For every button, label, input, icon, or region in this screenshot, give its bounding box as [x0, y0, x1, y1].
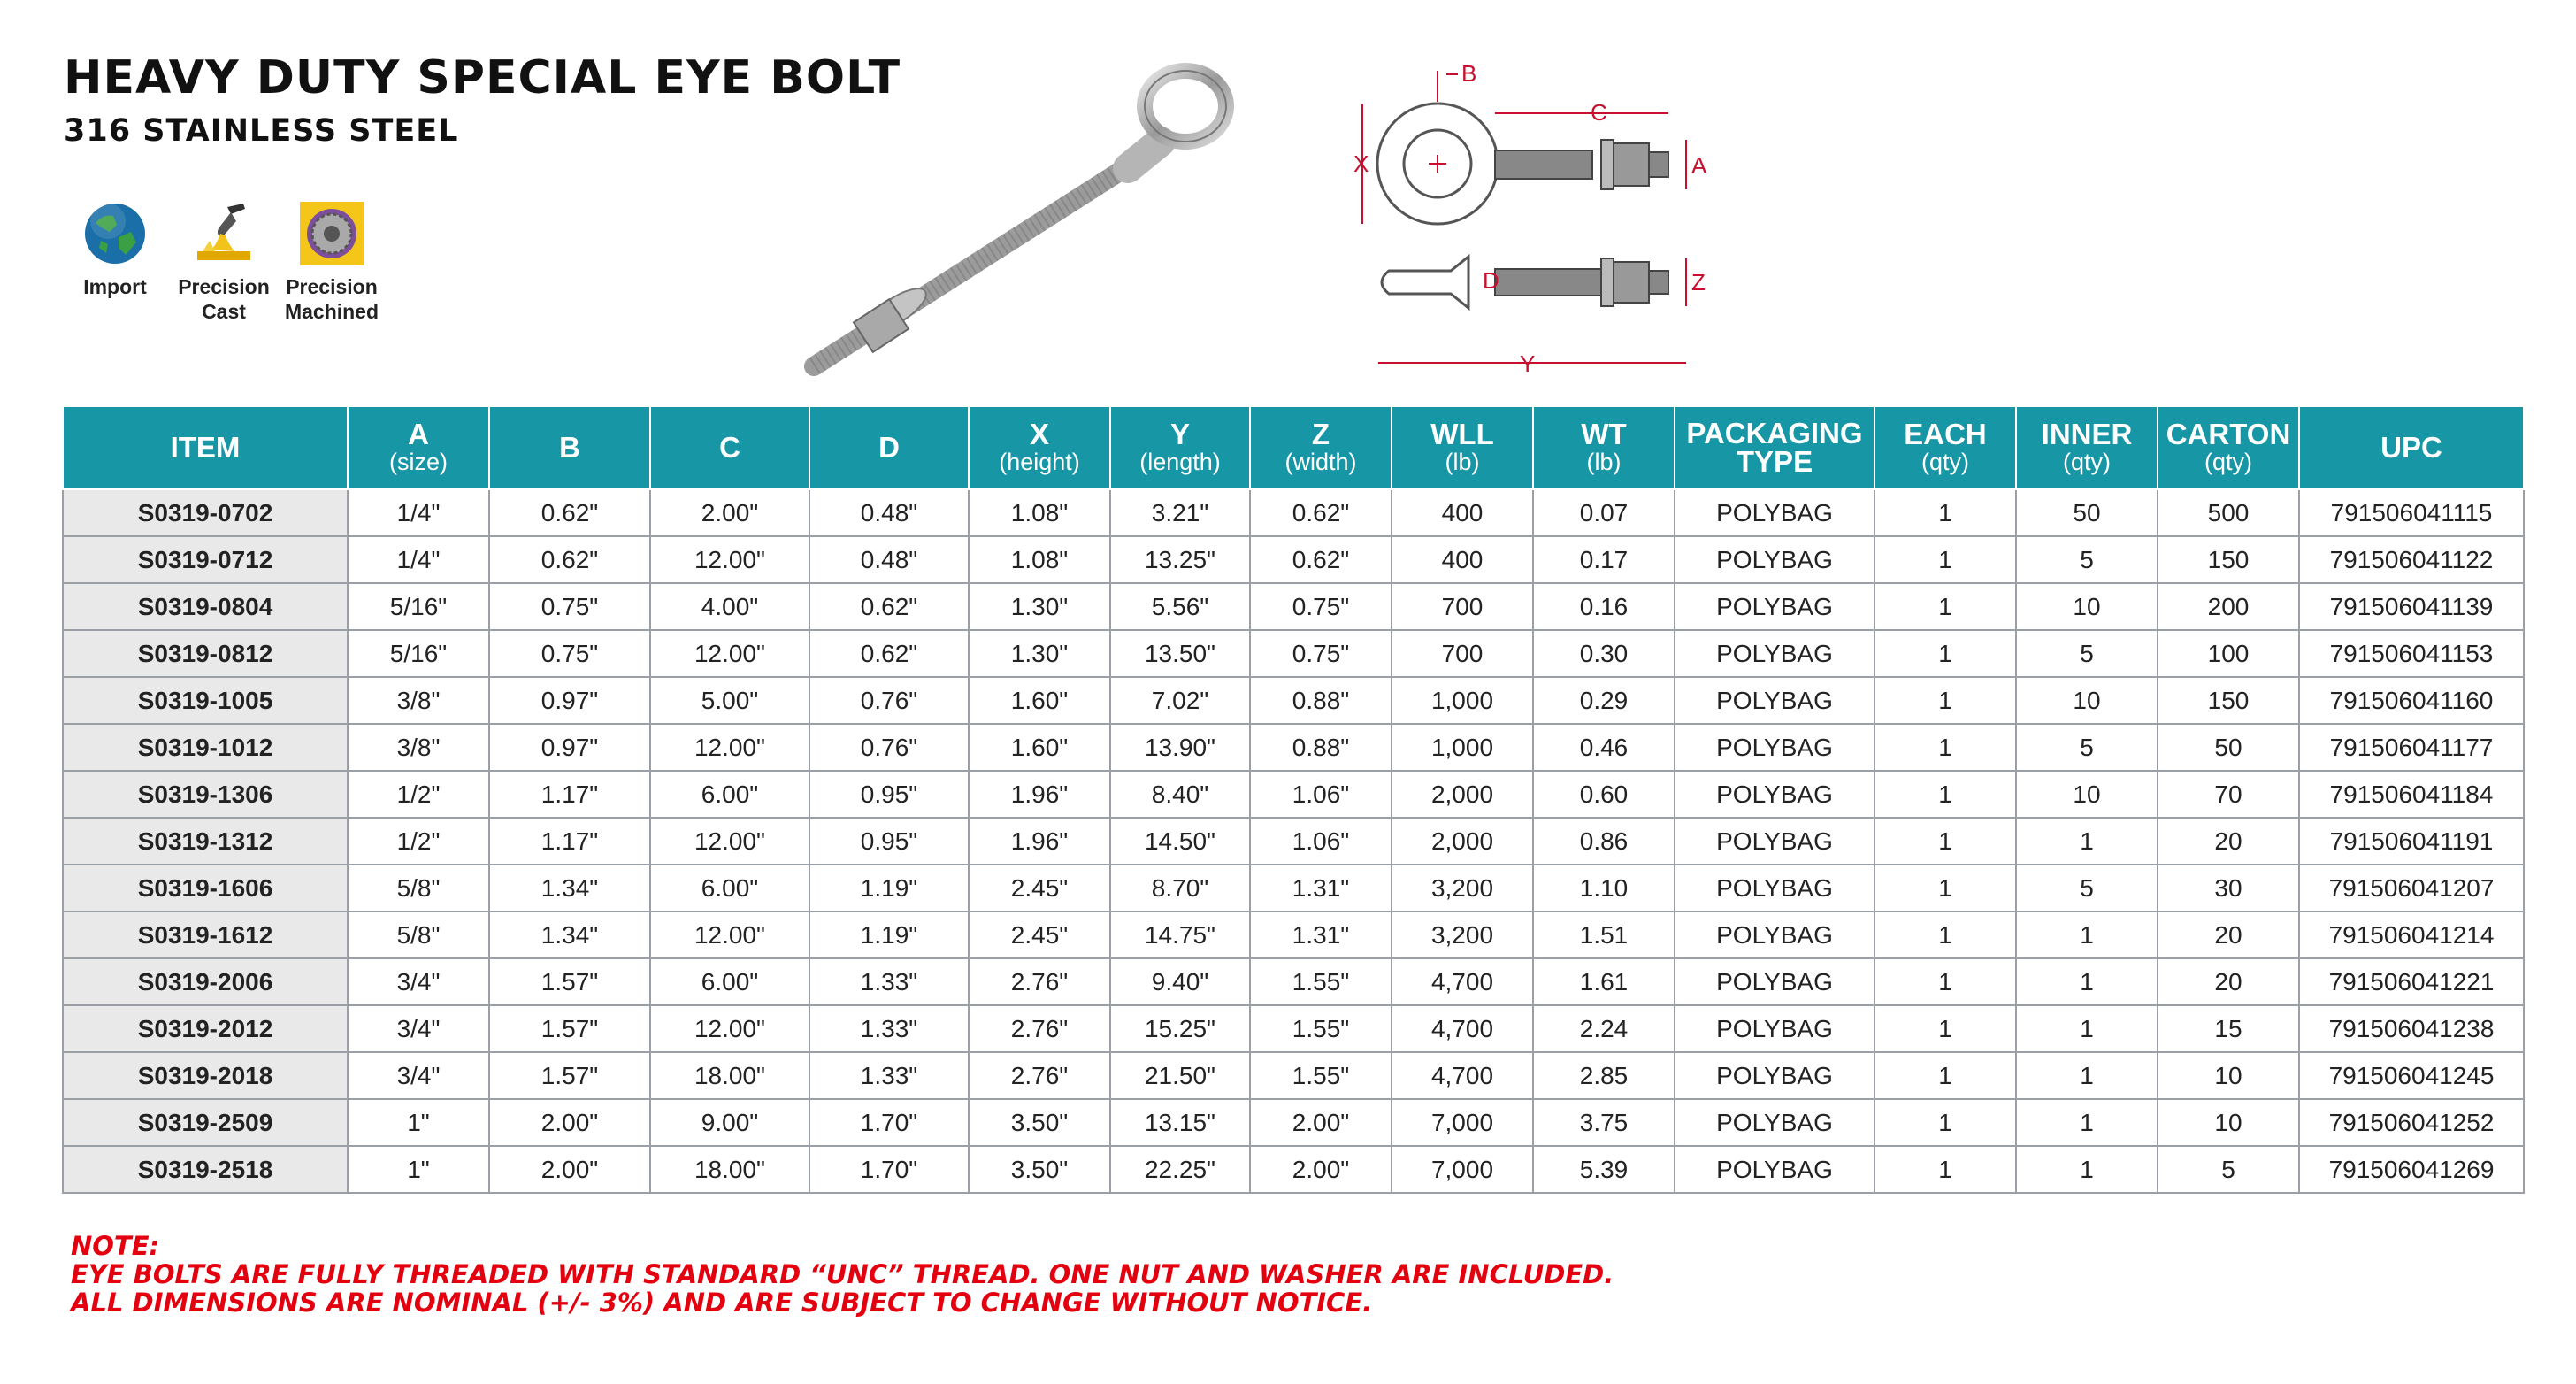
table-cell: 791506041160 — [2299, 677, 2524, 724]
table-cell: 3.75 — [1533, 1099, 1675, 1146]
note-line-thread: EYE BOLTS ARE FULLY THREADED WITH STANDARD “UNC” THREAD. ONE NUT AND WASHER ARE INCLUDED. — [71, 1259, 1614, 1289]
table-cell: 1.55" — [1250, 958, 1392, 1005]
table-cell: 2.00" — [650, 489, 809, 536]
item-code-cell: S0319-0812 — [63, 630, 348, 677]
table-cell: 20 — [2158, 818, 2299, 865]
badge-import — [62, 202, 168, 299]
header-packaging-type: PACKAGING TYPE — [1675, 406, 1874, 489]
table-cell: 0.62" — [489, 536, 650, 583]
table-cell: 5/8" — [348, 865, 489, 911]
table-cell: 1" — [348, 1146, 489, 1193]
table-cell: 0.88" — [1250, 724, 1392, 771]
table-cell: 2.24 — [1533, 1005, 1675, 1052]
table-body — [63, 489, 2524, 1193]
table-cell: 15 — [2158, 1005, 2299, 1052]
table-cell: 0.07 — [1533, 489, 1675, 536]
table-cell: 8.40" — [1110, 771, 1250, 818]
table-cell: POLYBAG — [1675, 1099, 1874, 1146]
table-cell: 2.45" — [969, 911, 1110, 958]
item-code-cell: S0319-1012 — [63, 724, 348, 771]
table-cell: 0.75" — [1250, 630, 1392, 677]
table-cell: 1 — [1874, 911, 2016, 958]
globe-icon — [83, 202, 147, 265]
table-cell: 1.31" — [1250, 865, 1392, 911]
table-cell: 2.76" — [969, 958, 1110, 1005]
dim-label-y: Y — [1520, 350, 1536, 377]
badge-precision-cast — [171, 202, 277, 324]
header-inner: INNER (qty) — [2016, 406, 2158, 489]
table-cell: 5 — [2158, 1146, 2299, 1193]
table-cell: POLYBAG — [1675, 911, 1874, 958]
table-cell: 0.48" — [809, 536, 969, 583]
table-cell: 0.60 — [1533, 771, 1675, 818]
table-cell: 1 — [2016, 818, 2158, 865]
item-code-cell: S0319-2509 — [63, 1099, 348, 1146]
table-cell: 70 — [2158, 771, 2299, 818]
note-heading: NOTE: — [71, 1231, 160, 1261]
dim-label-z: Z — [1691, 269, 1706, 296]
table-cell: 0.46 — [1533, 724, 1675, 771]
table-cell: 2.85 — [1533, 1052, 1675, 1099]
table-cell: 3/4" — [348, 1005, 489, 1052]
table-cell: 150 — [2158, 536, 2299, 583]
table-cell: 1.17" — [489, 818, 650, 865]
table-cell: 1 — [1874, 536, 2016, 583]
table-cell: POLYBAG — [1675, 958, 1874, 1005]
table-cell: 4,700 — [1392, 1005, 1533, 1052]
table-cell: 2.76" — [969, 1005, 1110, 1052]
table-cell: 0.75" — [1250, 583, 1392, 630]
table-cell: 50 — [2158, 724, 2299, 771]
table-cell: POLYBAG — [1675, 630, 1874, 677]
header-wt: WT (lb) — [1533, 406, 1675, 489]
table-cell: POLYBAG — [1675, 536, 1874, 583]
table-cell: 1 — [1874, 1146, 2016, 1193]
table-cell: 12.00" — [650, 1005, 809, 1052]
table-cell: 0.95" — [809, 771, 969, 818]
table-cell: 791506041115 — [2299, 489, 2524, 536]
table-cell: 6.00" — [650, 958, 809, 1005]
table-cell: 20 — [2158, 958, 2299, 1005]
table-cell: 0.97" — [489, 677, 650, 724]
table-cell: 1 — [1874, 1052, 2016, 1099]
table-cell: 3/8" — [348, 724, 489, 771]
table-cell: 791506041139 — [2299, 583, 2524, 630]
table-cell: 14.50" — [1110, 818, 1250, 865]
table-cell: 5.39 — [1533, 1146, 1675, 1193]
table-cell: 1.57" — [489, 1052, 650, 1099]
header-y: Y (length) — [1110, 406, 1250, 489]
item-code-cell: S0319-1312 — [63, 818, 348, 865]
table-cell: 791506041184 — [2299, 771, 2524, 818]
table-cell: 4.00" — [650, 583, 809, 630]
table-cell: POLYBAG — [1675, 677, 1874, 724]
table-cell: 10 — [2016, 583, 2158, 630]
table-row — [63, 818, 2524, 865]
table-cell: 13.90" — [1110, 724, 1250, 771]
table-cell: 6.00" — [650, 771, 809, 818]
table-cell: 0.62" — [809, 630, 969, 677]
table-cell: 0.86 — [1533, 818, 1675, 865]
item-code-cell: S0319-1005 — [63, 677, 348, 724]
table-cell: 1/4" — [348, 489, 489, 536]
table-cell: 0.97" — [489, 724, 650, 771]
table-cell: 0.48" — [809, 489, 969, 536]
table-cell: 0.62" — [1250, 489, 1392, 536]
table-cell: 3/4" — [348, 1052, 489, 1099]
table-row — [63, 865, 2524, 911]
table-cell: 1,000 — [1392, 724, 1533, 771]
table-cell: 7.02" — [1110, 677, 1250, 724]
table-cell: 0.88" — [1250, 677, 1392, 724]
table-cell: 1 — [1874, 958, 2016, 1005]
table-cell: 2,000 — [1392, 818, 1533, 865]
dim-label-a: A — [1691, 152, 1707, 179]
table-cell: 1 — [2016, 1052, 2158, 1099]
table-cell: 1 — [1874, 1005, 2016, 1052]
table-cell: 500 — [2158, 489, 2299, 536]
table-cell: 2.76" — [969, 1052, 1110, 1099]
table-cell: 7,000 — [1392, 1146, 1533, 1193]
table-cell: 18.00" — [650, 1052, 809, 1099]
casting-ladle-icon — [192, 202, 256, 265]
table-cell: POLYBAG — [1675, 583, 1874, 630]
table-cell: 0.62" — [1250, 536, 1392, 583]
table-cell: 1 — [2016, 1099, 2158, 1146]
table-cell: 1 — [1874, 489, 2016, 536]
table-cell: 1.57" — [489, 958, 650, 1005]
item-code-cell: S0319-1606 — [63, 865, 348, 911]
table-cell: 12.00" — [650, 536, 809, 583]
table-cell: 1.33" — [809, 1005, 969, 1052]
table-cell: 1.61 — [1533, 958, 1675, 1005]
table-cell: 1.60" — [969, 724, 1110, 771]
header-item: ITEM — [63, 406, 348, 489]
table-cell: 1 — [1874, 1099, 2016, 1146]
item-code-cell: S0319-1306 — [63, 771, 348, 818]
item-code-cell: S0319-2518 — [63, 1146, 348, 1193]
table-cell: 1.34" — [489, 911, 650, 958]
table-cell: 150 — [2158, 677, 2299, 724]
table-row — [63, 1146, 2524, 1193]
table-cell: 791506041122 — [2299, 536, 2524, 583]
table-cell: 3,200 — [1392, 911, 1533, 958]
table-cell: 10 — [2158, 1052, 2299, 1099]
dim-label-b: B — [1461, 62, 1477, 87]
table-cell: POLYBAG — [1675, 489, 1874, 536]
table-cell: 5/16" — [348, 583, 489, 630]
table-cell: 1 — [1874, 818, 2016, 865]
table-row — [63, 583, 2524, 630]
header-x: X (height) — [969, 406, 1110, 489]
table-cell: 1.60" — [969, 677, 1110, 724]
table-cell: 0.17 — [1533, 536, 1675, 583]
table-cell: 5/16" — [348, 630, 489, 677]
table-cell: 1.10 — [1533, 865, 1675, 911]
table-cell: 1.70" — [809, 1146, 969, 1193]
table-cell: 0.95" — [809, 818, 969, 865]
table-row — [63, 724, 2524, 771]
table-cell: 50 — [2016, 489, 2158, 536]
table-cell: 13.50" — [1110, 630, 1250, 677]
table-cell: POLYBAG — [1675, 1146, 1874, 1193]
table-cell: POLYBAG — [1675, 1052, 1874, 1099]
table-cell: 13.25" — [1110, 536, 1250, 583]
table-cell: 5 — [2016, 536, 2158, 583]
table-cell: 2.00" — [489, 1146, 650, 1193]
table-cell: 3/4" — [348, 958, 489, 1005]
table-cell: 791506041177 — [2299, 724, 2524, 771]
header-z: Z (width) — [1250, 406, 1392, 489]
table-cell: 3.50" — [969, 1146, 1110, 1193]
table-row — [63, 771, 2524, 818]
table-cell: 200 — [2158, 583, 2299, 630]
table-cell: 12.00" — [650, 818, 809, 865]
table-cell: 1 — [1874, 677, 2016, 724]
table-cell: 12.00" — [650, 911, 809, 958]
header-each: EACH (qty) — [1874, 406, 2016, 489]
table-cell: 1.55" — [1250, 1052, 1392, 1099]
table-cell: 0.76" — [809, 724, 969, 771]
header-upc: UPC — [2299, 406, 2524, 489]
note-block — [71, 1232, 1614, 1317]
table-cell: POLYBAG — [1675, 724, 1874, 771]
note-line-dimensions: ALL DIMENSIONS ARE NOMINAL (+/- 3%) AND ARE SUBJECT TO CHANGE WITHOUT NOTICE. — [71, 1288, 1373, 1318]
table-cell: 20 — [2158, 911, 2299, 958]
table-cell: 1" — [348, 1099, 489, 1146]
table-row — [63, 958, 2524, 1005]
header-wll: WLL (lb) — [1392, 406, 1533, 489]
table-cell: 21.50" — [1110, 1052, 1250, 1099]
table-cell: 0.76" — [809, 677, 969, 724]
table-cell: 1.96" — [969, 818, 1110, 865]
table-cell: 1.33" — [809, 958, 969, 1005]
table-cell: POLYBAG — [1675, 1005, 1874, 1052]
header-c: C — [650, 406, 809, 489]
table-cell: 1.06" — [1250, 818, 1392, 865]
table-cell: 1.51 — [1533, 911, 1675, 958]
table-cell: 15.25" — [1110, 1005, 1250, 1052]
table-header-row — [63, 406, 2524, 489]
table-cell: 1.55" — [1250, 1005, 1392, 1052]
table-cell: 5/8" — [348, 911, 489, 958]
table-cell: 1.30" — [969, 630, 1110, 677]
table-cell: 1.06" — [1250, 771, 1392, 818]
table-cell: 1.19" — [809, 911, 969, 958]
table-cell: 1,000 — [1392, 677, 1533, 724]
page-title: HEAVY DUTY SPECIAL EYE BOLT — [64, 51, 901, 104]
table-cell: 400 — [1392, 489, 1533, 536]
item-code-cell: S0319-1612 — [63, 911, 348, 958]
table-row — [63, 1052, 2524, 1099]
table-cell: 0.75" — [489, 630, 650, 677]
table-cell: 0.30 — [1533, 630, 1675, 677]
table-cell: 1 — [2016, 1005, 2158, 1052]
table-cell: 791506041269 — [2299, 1146, 2524, 1193]
table-cell: 12.00" — [650, 724, 809, 771]
table-cell: 4,700 — [1392, 958, 1533, 1005]
item-code-cell: S0319-2012 — [63, 1005, 348, 1052]
table-row — [63, 1099, 2524, 1146]
table-row — [63, 489, 2524, 536]
table-cell: 1/2" — [348, 771, 489, 818]
dim-label-x: X — [1353, 150, 1369, 177]
table-cell: 30 — [2158, 865, 2299, 911]
table-cell: 791506041221 — [2299, 958, 2524, 1005]
table-cell: 2.00" — [489, 1099, 650, 1146]
item-code-cell: S0319-2018 — [63, 1052, 348, 1099]
dim-label-d: D — [1483, 267, 1499, 294]
table-cell: 700 — [1392, 630, 1533, 677]
table-cell: 1.30" — [969, 583, 1110, 630]
eye-bolt-photo — [778, 55, 1247, 391]
table-cell: 22.25" — [1110, 1146, 1250, 1193]
dim-label-c: C — [1591, 99, 1607, 126]
table-cell: 1/2" — [348, 818, 489, 865]
table-cell: 791506041191 — [2299, 818, 2524, 865]
table-cell: 791506041214 — [2299, 911, 2524, 958]
item-code-cell: S0319-0804 — [63, 583, 348, 630]
table-cell: 0.29 — [1533, 677, 1675, 724]
table-cell: 8.70" — [1110, 865, 1250, 911]
table-cell: 12.00" — [650, 630, 809, 677]
table-cell: POLYBAG — [1675, 771, 1874, 818]
table-cell: 100 — [2158, 630, 2299, 677]
table-cell: 10 — [2016, 677, 2158, 724]
table-cell: 1.17" — [489, 771, 650, 818]
table-cell: 791506041153 — [2299, 630, 2524, 677]
gear-icon — [300, 202, 364, 265]
table-cell: 2.00" — [1250, 1146, 1392, 1193]
table-cell: 10 — [2016, 771, 2158, 818]
table-cell: 1 — [1874, 771, 2016, 818]
table-cell: 3.50" — [969, 1099, 1110, 1146]
table-row — [63, 911, 2524, 958]
table-cell: 400 — [1392, 536, 1533, 583]
table-row — [63, 677, 2524, 724]
table-cell: 1.19" — [809, 865, 969, 911]
table-cell: 10 — [2158, 1099, 2299, 1146]
table-cell: 6.00" — [650, 865, 809, 911]
table-cell: 18.00" — [650, 1146, 809, 1193]
table-cell: 791506041238 — [2299, 1005, 2524, 1052]
table-cell: 5 — [2016, 630, 2158, 677]
header-d: D — [809, 406, 969, 489]
header-b: B — [489, 406, 650, 489]
table-cell: 791506041252 — [2299, 1099, 2524, 1146]
header-carton: CARTON (qty) — [2158, 406, 2299, 489]
table-cell: 1.70" — [809, 1099, 969, 1146]
table-row — [63, 1005, 2524, 1052]
table-row — [63, 630, 2524, 677]
table-cell: 791506041207 — [2299, 865, 2524, 911]
table-cell: 0.75" — [489, 583, 650, 630]
table-cell: 1/4" — [348, 536, 489, 583]
table-cell: 1 — [2016, 1146, 2158, 1193]
table-cell: 5 — [2016, 865, 2158, 911]
table-cell: 0.62" — [809, 583, 969, 630]
table-cell: 1.31" — [1250, 911, 1392, 958]
header-a: A (size) — [348, 406, 489, 489]
table-row — [63, 536, 2524, 583]
table-cell: POLYBAG — [1675, 865, 1874, 911]
table-cell: 5.00" — [650, 677, 809, 724]
table-cell: 1.57" — [489, 1005, 650, 1052]
badge-precision-cast-label: Precision Cast — [178, 275, 270, 323]
table-cell: 1.33" — [809, 1052, 969, 1099]
table-cell: 1 — [1874, 583, 2016, 630]
table-cell: 700 — [1392, 583, 1533, 630]
item-code-cell: S0319-0702 — [63, 489, 348, 536]
table-cell: 2.00" — [1250, 1099, 1392, 1146]
table-cell: 14.75" — [1110, 911, 1250, 958]
table-cell: 1 — [1874, 724, 2016, 771]
table-cell: 3.21" — [1110, 489, 1250, 536]
table-cell: 1 — [2016, 911, 2158, 958]
table-cell: 1 — [2016, 958, 2158, 1005]
table-cell: 1.96" — [969, 771, 1110, 818]
table-cell: 2.45" — [969, 865, 1110, 911]
spec-table — [62, 405, 2525, 1194]
page-subtitle: 316 STAINLESS STEEL — [64, 113, 459, 149]
table-cell: 2,000 — [1392, 771, 1533, 818]
table-cell: 7,000 — [1392, 1099, 1533, 1146]
table-cell: 13.15" — [1110, 1099, 1250, 1146]
badge-precision-machined-label: Precision Machined — [284, 275, 380, 323]
table-cell: 791506041245 — [2299, 1052, 2524, 1099]
table-cell: 1.08" — [969, 489, 1110, 536]
table-cell: 3/8" — [348, 677, 489, 724]
badge-precision-machined — [279, 202, 385, 324]
table-cell: 5.56" — [1110, 583, 1250, 630]
table-cell: 9.40" — [1110, 958, 1250, 1005]
table-cell: POLYBAG — [1675, 818, 1874, 865]
table-cell: 1.34" — [489, 865, 650, 911]
badge-import-label: Import — [83, 275, 147, 298]
table-cell: 9.00" — [650, 1099, 809, 1146]
table-cell: 0.16 — [1533, 583, 1675, 630]
table-cell: 1 — [1874, 630, 2016, 677]
table-cell: 3,200 — [1392, 865, 1533, 911]
table-cell: 1.08" — [969, 536, 1110, 583]
table-cell: 1 — [1874, 865, 2016, 911]
item-code-cell: S0319-2006 — [63, 958, 348, 1005]
table-cell: 5 — [2016, 724, 2158, 771]
table-cell: 4,700 — [1392, 1052, 1533, 1099]
item-code-cell: S0319-0712 — [63, 536, 348, 583]
dimension-diagram — [1353, 62, 1725, 389]
table-cell: 0.62" — [489, 489, 650, 536]
